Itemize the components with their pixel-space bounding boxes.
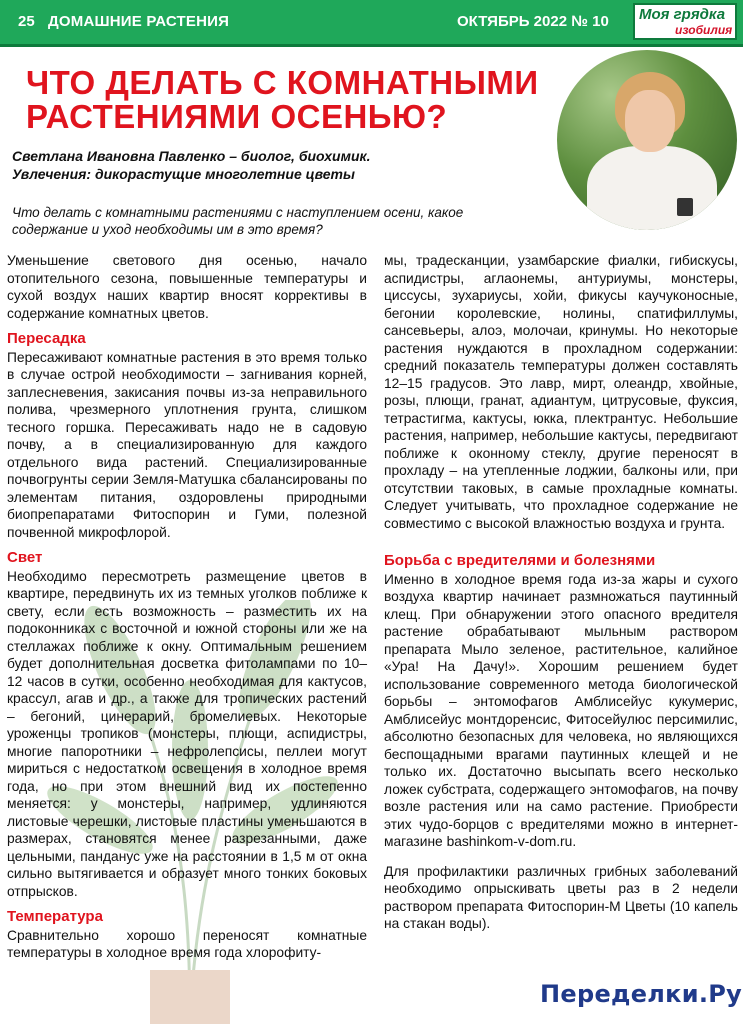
photo-phone: [677, 198, 693, 216]
author-name: Светлана Ивановна Павленко – биолог, биохимик.: [12, 148, 371, 164]
section-title: ДОМАШНИЕ РАСТЕНИЯ: [48, 13, 230, 30]
author-block: [12, 147, 532, 183]
heading-temperature: Температура: [7, 908, 103, 925]
issue-label: ОКТЯБРЬ 2022 № 10: [457, 13, 609, 30]
heading-light: Свет: [7, 549, 43, 566]
article-title: ЧТО ДЕЛАТЬ С КОМНАТНЫМИ РАСТЕНИЯМИ ОСЕНЬЮ?: [26, 64, 539, 135]
transplant-paragraph: Пересаживают комнатные растения в это время только в случае острой необходимости – загнивания корней, заплесневения, закисания почвы из-за неправильного полива, чрезмерного уплотнения грунта, слишком тесного горшка. Пересаживать надо не в садовую почву, а в специализированную для каждого отдельного вида растений. Специализированные почвогрунты серии Земля-Матушка сбалансированы по элементам питания, оздоровлены природными биопрепаратами Фитоспорин и Гуми, полезной почвенной микрофлорой.: [7, 349, 367, 540]
heading-transplant: Пересадка: [7, 330, 86, 347]
magazine-logo[interactable]: [633, 3, 737, 40]
pests-paragraph: Именно в холодное время года из-за жары и сухого воздуха квартир начинает размножаться паутинный клещ. При обнаружении этого опасного вредителя растение обрабатывают мыльным раствором препарата Мыло зеленое, растительное, калийное «Ура! На Дачу!». Хорошим решением будет использование современного метода биологической борьбы – энтомофагов Амблисейус кукумерис, Амблисейус монтдоренсис, Фитосейулюс персимилис, абсолютно безопасных для человека, но являющихся беспощадными врагами паутинных клещей и не только их. Достаточно высыпать всего несколько ложек субстрата, содержащего энтомофагов, на почву возле растения или на само растение. Приобрести этих чудо-борцов с вредителями можно в интернет-магазине bashinkom-v-dom.ru.: [384, 571, 738, 849]
photo-shirt: [587, 146, 717, 230]
photo-face: [625, 90, 675, 152]
logo-line2: изобилия: [675, 23, 733, 37]
column-left: [7, 252, 367, 962]
site-watermark: Переделки.Ру: [540, 980, 743, 1008]
author-photo: [557, 50, 737, 230]
fungal-paragraph: Для профилактики различных грибных заболеваний необходимо опрыскивать цветы раз в 2 недели раствором препарата Фитоспорин-М Цветы (10 капель на стакан воды).: [384, 863, 738, 931]
page-number: 25: [18, 13, 35, 30]
heading-pests: Борьба с вредителями и болезнями: [384, 552, 656, 569]
temperature-paragraph: Сравнительно хорошо переносят комнатные температуры в холодное время года хлорофиту-: [7, 927, 367, 960]
intro-paragraph: Уменьшение светового дня осенью, начало отопительного сезона, повышенные температуры и сухой воздух наших квартир вносят коррективы в содержание комнатных цветов.: [7, 253, 367, 321]
temperature-continued: мы, традесканции, узамбарские фиалки, гибискусы, аспидистры, аглаонемы, антуриумы, монстеры, циссусы, зухариусы, хойи, фикусы каучуконосные, бегонии королевские, нолины, спатифиллумы, сансевьеры, алоэ, молочаи, кринумы. Но некоторые растения нуждаются в прохладном содержании: средний показатель температуры должен составлять 12–15 градусов. Это лавр, мирт, олеандр, хвойные, розы, плющи, гранат, адиантум, цитрусовые, фуксия, тетрастигма, кактусы, юкка, плектрантус. Небольшие растения, например, небольшие кактусы, передвигают поближе к оконному стеклу, другие переносят в прохладу – на утепленные лоджии, балконы или, при отсутствии таковых, в самые прохладные комнаты. Следует учитывать, что прохладное содержание не совместимо с высокой влажностью воздуха и грунта.: [384, 253, 738, 531]
logo-line1: Моя грядка: [639, 6, 726, 23]
author-interests: Увлечения: дикорастущие многолетние цветы: [12, 166, 355, 182]
column-right: [384, 252, 738, 933]
header-bar: [0, 0, 743, 47]
article-lead: Что делать с комнатными растениями с наступлением осени, какое содержание и уход необходимы им в это время?: [12, 205, 464, 237]
light-paragraph: Необходимо пересмотреть размещение цветов в квартире, передвинуть их из темных уголков поближе к свету, если есть возможность – разместить их на подоконниках с восточной и южной стороны или же на стеллажах поближе к окну. Оптимальным решением будет дополнительная досветка фитолампами по 10–12 часов в сутки, особенно необходимая для кактусов, крассул, агав и др., а также для тропических растений – бегоний, цинерарий, бромелиевых. Некоторые уроженцы тропиков (монстеры, плющи, аспидистры, многие папоротники – нефролепсисы, пеллеи могут мириться с недостатком освещения в холодное время года, но при этом внешний вид их постепенно меняется: у монстеры, например, удлиняются листовые черешки, листовые пластины уменьшаются в размерах, становятся менее разрезанными, даже цельными, панданус уже на расстоянии в 1,5 м от окна сильно вытягивается и образует много тонких боковых отпрысков.: [7, 568, 367, 899]
